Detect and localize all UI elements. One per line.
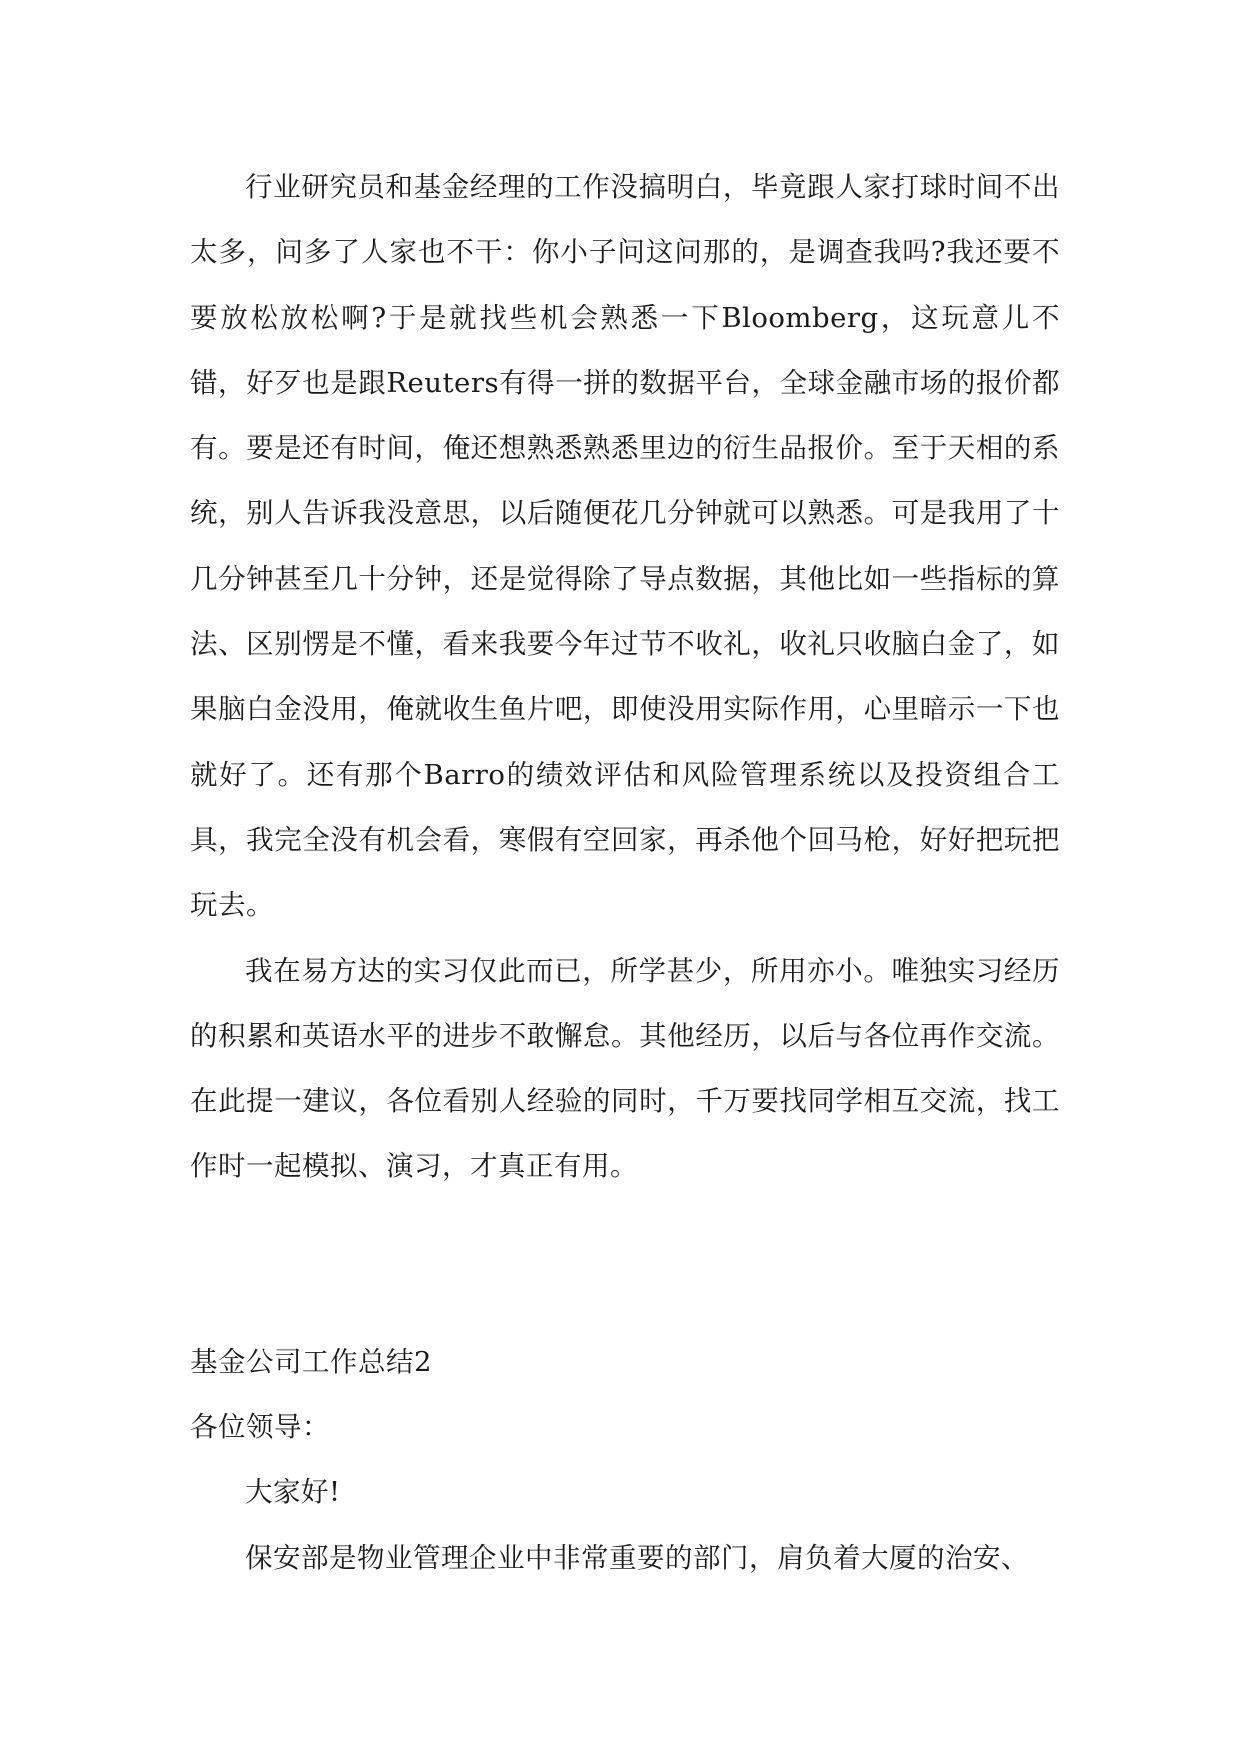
section-spacer — [190, 1200, 1060, 1330]
salutation: 各位领导： — [190, 1411, 330, 1444]
paragraph-2: 我在易方达的实习仅此而已，所学甚少，所用亦小。唯独实习经历的积累和英语水平的进步不敢懈怠。其他经历，以后与各位再作交流。在此提一建议，各位看别人经验的同时，千万要找同学相互交流，找工作时一起模拟、演习，才真正有用。 — [190, 954, 1060, 1183]
document-page — [190, 155, 1060, 1591]
section-title: 基金公司工作总结2 — [190, 1345, 432, 1378]
section-body-paragraph: 保安部是物业管理企业中非常重要的部门，肩负着大厦的治安、 — [245, 1541, 1029, 1574]
greeting: 大家好! — [245, 1476, 341, 1509]
paragraph-1: 行业研究员和基金经理的工作没搞明白，毕竟跟人家打球时间不出太多，问多了人家也不干：你小子问这问那的，是调查我吗?我还要不要放松放松啊?于是就找些机会熟悉一下Bloomberg，这玩意儿不错，好歹也是跟Reuters有得一拼的数据平台，全球金融市场的报价都有。要是还有时间，俺还想熟悉熟悉里边的衍生品报价。至于天相的系统，别人告诉我没意思，以后随便花几分钟就可以熟悉。可是我用了十几分钟甚至几十分钟，还是觉得除了导点数据，其他比如一些指标的算法、区别愣是不懂，看来我要今年过节不收礼，收礼只收脑白金了，如果脑白金没用，俺就收生鱼片吧，即使没用实际作用，心里暗示一下也就好了。还有那个Barro的绩效评估和风险管理系统以及投资组合工具，我完全没有机会看，寒假有空回家，再杀他个回马枪，好好把玩把玩去。 — [190, 171, 1060, 922]
